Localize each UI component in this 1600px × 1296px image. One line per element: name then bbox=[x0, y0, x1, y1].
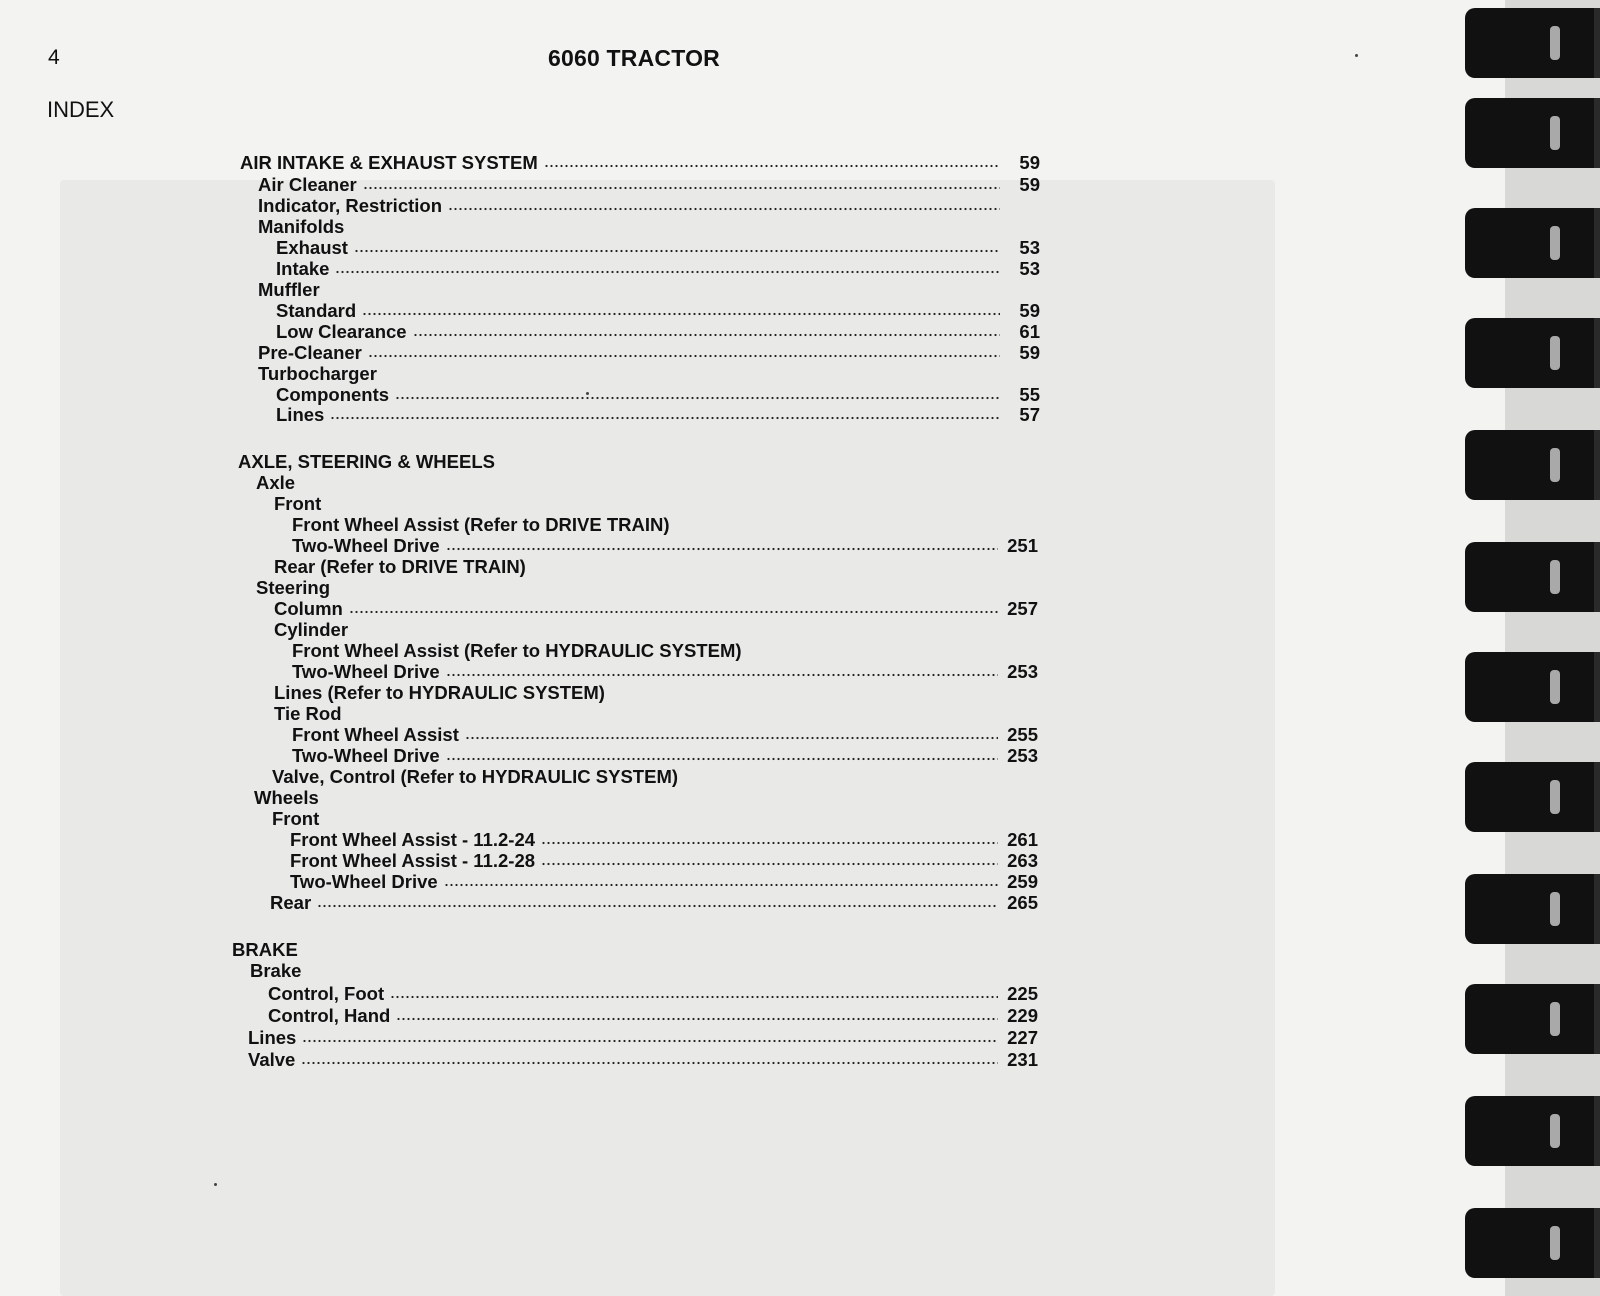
entry-label: Front Wheel Assist - 11.2-28 bbox=[290, 850, 536, 871]
index-entry bbox=[276, 300, 1040, 321]
entry-label: Lines (Refer to HYDRAULIC SYSTEM) bbox=[274, 682, 605, 703]
entry-label: Valve, Control (Refer to HYDRAULIC SYSTEM) bbox=[272, 766, 679, 787]
index-entry bbox=[248, 1049, 1038, 1070]
section-title: BRAKE bbox=[232, 939, 298, 960]
page-ref: 59 bbox=[1019, 152, 1040, 173]
index-entry bbox=[258, 174, 1040, 195]
dot-leader bbox=[354, 248, 1000, 254]
entry-label: Cylinder bbox=[274, 619, 349, 640]
dot-leader bbox=[446, 672, 998, 678]
index-entry bbox=[292, 661, 1038, 682]
index-entry bbox=[258, 279, 658, 300]
entry-label: Rear bbox=[270, 892, 312, 913]
page-ref: 265 bbox=[1007, 892, 1038, 913]
dot-leader bbox=[444, 882, 998, 888]
page-ref: 59 bbox=[1019, 300, 1040, 321]
entry-label: Front Wheel Assist (Refer to HYDRAULIC SYSTEM) bbox=[292, 640, 742, 661]
entry-label: Wheels bbox=[254, 787, 319, 808]
entry-label: Control, Foot bbox=[268, 983, 385, 1004]
page-ref: 251 bbox=[1007, 535, 1038, 556]
entry-label: Intake bbox=[276, 258, 330, 279]
index-entry bbox=[290, 850, 1038, 871]
index-entry bbox=[292, 535, 1038, 556]
dot-leader bbox=[541, 861, 998, 867]
page-ref: 261 bbox=[1007, 829, 1038, 850]
entry-label: Brake bbox=[250, 960, 302, 981]
dot-leader bbox=[363, 185, 1000, 191]
index-entry bbox=[274, 703, 674, 724]
entry-label: Two-Wheel Drive bbox=[292, 661, 440, 682]
binding-coil bbox=[1465, 984, 1600, 1054]
page-ref: 225 bbox=[1007, 983, 1038, 1004]
index-entry bbox=[274, 619, 674, 640]
section-title: AIR INTAKE & EXHAUST SYSTEM bbox=[240, 152, 538, 173]
index-entry bbox=[258, 195, 1040, 216]
index-entry bbox=[274, 493, 674, 514]
page-ref: 59 bbox=[1019, 342, 1040, 363]
dot-leader bbox=[544, 163, 1000, 169]
index-entry bbox=[248, 1027, 1038, 1048]
index-entry bbox=[292, 745, 1038, 766]
entry-label: Low Clearance bbox=[276, 321, 407, 342]
entry-label: Valve bbox=[248, 1049, 296, 1070]
entry-label: Exhaust bbox=[276, 237, 348, 258]
entry-label: Axle bbox=[256, 472, 296, 493]
page-ref: 257 bbox=[1007, 598, 1038, 619]
binding-coil bbox=[1465, 762, 1600, 832]
entry-label: Front Wheel Assist - 11.2-24 bbox=[290, 829, 536, 850]
dot-leader bbox=[362, 311, 1000, 317]
dot-leader bbox=[330, 415, 1000, 421]
index-entry bbox=[276, 384, 1040, 405]
section-heading-axle-steering-wheels bbox=[238, 451, 738, 472]
binding-coil bbox=[1465, 1096, 1600, 1166]
dot-leader bbox=[390, 994, 998, 1000]
index-entry bbox=[292, 514, 892, 535]
binding-coil bbox=[1465, 652, 1600, 722]
dot-leader bbox=[349, 609, 998, 615]
entry-label: Components bbox=[276, 384, 390, 405]
index-entry bbox=[258, 216, 658, 237]
entry-label: Column bbox=[274, 598, 343, 619]
entry-label: Air Cleaner bbox=[258, 174, 357, 195]
dot-leader bbox=[465, 735, 998, 741]
page-ref: 253 bbox=[1007, 661, 1038, 682]
dot-leader bbox=[302, 1038, 998, 1044]
page-ref: 57 bbox=[1019, 404, 1040, 425]
index-entry bbox=[290, 871, 1038, 892]
entry-label: Pre-Cleaner bbox=[258, 342, 362, 363]
dot-leader bbox=[301, 1060, 998, 1066]
paper-speck bbox=[586, 392, 589, 395]
page-ref: 229 bbox=[1007, 1005, 1038, 1026]
index-entry bbox=[256, 577, 656, 598]
entry-label: Manifolds bbox=[258, 216, 345, 237]
entry-label: Two-Wheel Drive bbox=[292, 745, 440, 766]
section-title: AXLE, STEERING & WHEELS bbox=[238, 451, 495, 472]
binding-coil bbox=[1465, 208, 1600, 278]
page-ref: 59 bbox=[1019, 174, 1040, 195]
page-ref: 231 bbox=[1007, 1049, 1038, 1070]
dot-leader bbox=[448, 206, 1000, 212]
index-entry bbox=[276, 258, 1040, 279]
entry-label: Front Wheel Assist (Refer to DRIVE TRAIN) bbox=[292, 514, 670, 535]
dot-leader bbox=[413, 332, 1000, 338]
entry-label: Two-Wheel Drive bbox=[292, 535, 440, 556]
binding-coil bbox=[1465, 430, 1600, 500]
entry-label: Standard bbox=[276, 300, 357, 321]
entry-label: Lines bbox=[276, 404, 325, 425]
entry-label: Lines bbox=[248, 1027, 297, 1048]
dot-leader bbox=[396, 1016, 998, 1022]
page-ref: 53 bbox=[1019, 237, 1040, 258]
binding-coil bbox=[1465, 318, 1600, 388]
page-ref: 227 bbox=[1007, 1027, 1038, 1048]
index-list bbox=[232, 0, 1068, 1296]
index-entry bbox=[274, 598, 1038, 619]
index-entry bbox=[276, 321, 1040, 342]
index-entry bbox=[272, 766, 872, 787]
dot-leader bbox=[335, 269, 1000, 275]
page-ref: 255 bbox=[1007, 724, 1038, 745]
dot-leader bbox=[395, 395, 1000, 401]
page-ref: 61 bbox=[1019, 321, 1040, 342]
page-header-title: 6060 TRACTOR bbox=[548, 45, 720, 71]
binding-coil bbox=[1465, 98, 1600, 168]
entry-label: Steering bbox=[256, 577, 331, 598]
entry-label: Control, Hand bbox=[268, 1005, 391, 1026]
index-entry bbox=[254, 787, 654, 808]
dot-leader bbox=[446, 546, 998, 552]
entry-label: Rear (Refer to DRIVE TRAIN) bbox=[274, 556, 526, 577]
page-ref: 55 bbox=[1019, 384, 1040, 405]
entry-label: Front bbox=[272, 808, 320, 829]
section-heading-brake bbox=[232, 939, 532, 960]
index-entry bbox=[276, 237, 1040, 258]
page-ref: 253 bbox=[1007, 745, 1038, 766]
index-entry bbox=[250, 960, 550, 981]
page-number: 4 bbox=[48, 46, 60, 69]
index-entry bbox=[268, 1005, 1038, 1026]
entry-label: Turbocharger bbox=[258, 363, 377, 384]
index-entry bbox=[256, 472, 656, 493]
index-entry bbox=[268, 983, 1038, 1004]
index-entry bbox=[292, 724, 1038, 745]
index-entry bbox=[274, 556, 774, 577]
index-entry bbox=[272, 808, 672, 829]
paper-speck bbox=[1355, 54, 1358, 57]
page-ref: 53 bbox=[1019, 258, 1040, 279]
dot-leader bbox=[317, 903, 998, 909]
binding-coil bbox=[1465, 8, 1600, 78]
index-entry bbox=[274, 682, 774, 703]
binding-coil bbox=[1465, 542, 1600, 612]
entry-label: Front Wheel Assist bbox=[292, 724, 459, 745]
dot-leader bbox=[446, 756, 998, 762]
index-entry bbox=[258, 342, 1040, 363]
binding-coil bbox=[1465, 874, 1600, 944]
page-ref: 259 bbox=[1007, 871, 1038, 892]
entry-label: Indicator, Restriction bbox=[258, 195, 443, 216]
section-heading-air-intake bbox=[240, 152, 1040, 173]
index-entry bbox=[290, 829, 1038, 850]
entry-label: Muffler bbox=[258, 279, 320, 300]
binding-coil bbox=[1465, 1208, 1600, 1278]
index-entry bbox=[292, 640, 892, 661]
index-heading: INDEX bbox=[47, 97, 115, 122]
index-entry bbox=[276, 404, 1040, 425]
index-entry bbox=[270, 892, 1038, 913]
page-ref: 263 bbox=[1007, 850, 1038, 871]
entry-label: Front bbox=[274, 493, 322, 514]
dot-leader bbox=[541, 840, 998, 846]
index-entry bbox=[258, 363, 658, 384]
paper-speck bbox=[214, 1183, 217, 1186]
dot-leader bbox=[368, 353, 1000, 359]
entry-label: Two-Wheel Drive bbox=[290, 871, 438, 892]
entry-label: Tie Rod bbox=[274, 703, 342, 724]
